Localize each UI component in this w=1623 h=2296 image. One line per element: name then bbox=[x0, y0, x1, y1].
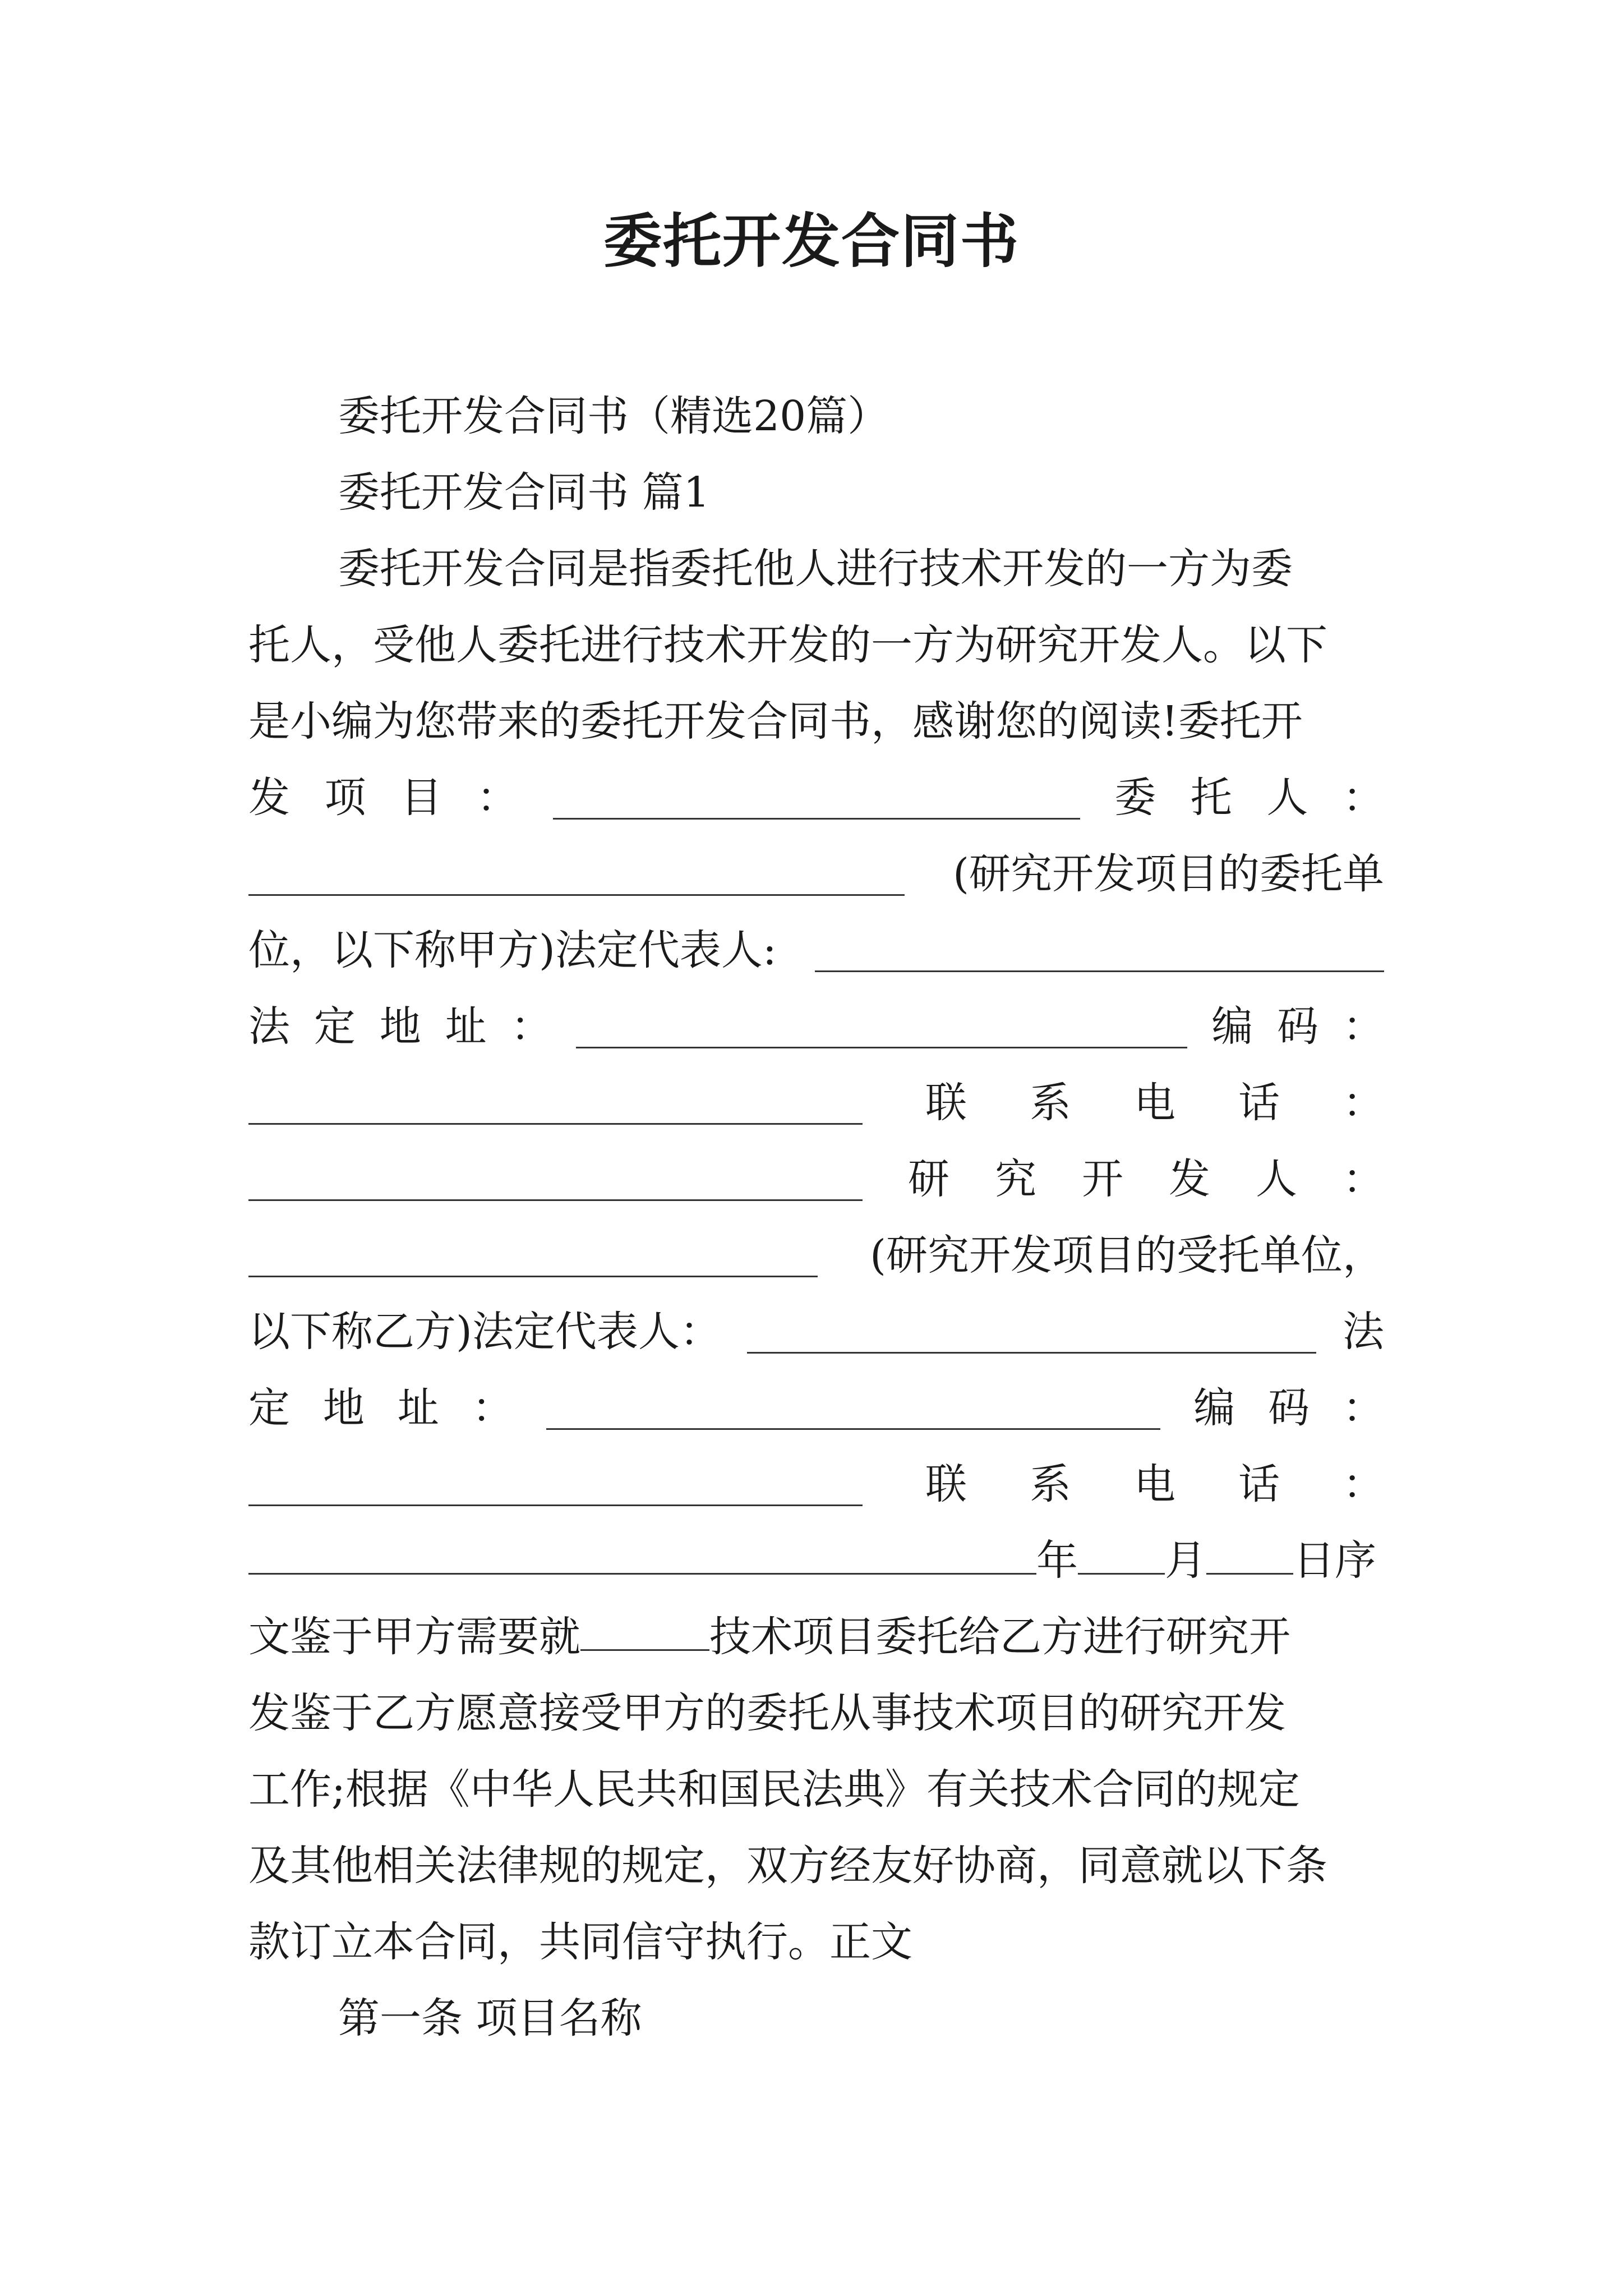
month-label: 月 bbox=[1165, 1536, 1206, 1585]
address-label-char: 址 bbox=[445, 1002, 487, 1051]
intro-line-1 bbox=[338, 531, 1384, 607]
preamble-line-4 bbox=[248, 1828, 1384, 1904]
party-b-representative-line bbox=[248, 1294, 1384, 1370]
developer-label-char: ： bbox=[1343, 1155, 1384, 1203]
postcode-label-char: 码 bbox=[1268, 1384, 1310, 1432]
project-label-char: 项 bbox=[324, 774, 366, 822]
client-note: (研究开发项目的委托单 bbox=[953, 850, 1384, 898]
party-b-representative-blank[interactable] bbox=[747, 1310, 1316, 1354]
party-b-postcode-phone-line bbox=[248, 1446, 1384, 1522]
address-label-char: 定 bbox=[313, 1002, 356, 1051]
developer-label-char: 发 bbox=[1169, 1155, 1210, 1203]
project-name-blank[interactable] bbox=[553, 776, 1080, 820]
phone-label-char: ： bbox=[1343, 1460, 1384, 1508]
postcode-label-char: ： bbox=[1343, 1002, 1384, 1051]
party-a-phone-developer-line bbox=[248, 1141, 1384, 1217]
party-b-postcode-blank[interactable] bbox=[248, 1463, 863, 1506]
client-name-blank[interactable] bbox=[248, 853, 905, 896]
postcode-label-char: 编 bbox=[1193, 1384, 1235, 1432]
client-label-char: 托 bbox=[1190, 774, 1232, 822]
preamble-line-1 bbox=[248, 1599, 1384, 1675]
developer-blank-line bbox=[248, 1217, 1384, 1294]
address-label-char: 定 bbox=[248, 1384, 290, 1432]
developer-label-char: 究 bbox=[995, 1155, 1036, 1203]
party-a-address-line bbox=[248, 988, 1384, 1065]
postcode-label-char: ： bbox=[1342, 1384, 1384, 1432]
phone-label-char: 电 bbox=[1134, 1460, 1175, 1508]
phone-label-char: 电 bbox=[1134, 1079, 1175, 1127]
party-b-address-blank[interactable] bbox=[546, 1387, 1160, 1430]
intro-text: 是小编为您带来的委托开发合同书，感谢您的阅读!委托开 bbox=[248, 697, 1303, 746]
article-1-heading: 第一条 项目名称 bbox=[338, 1994, 642, 2042]
day-preamble-label: 日序 bbox=[1293, 1536, 1376, 1585]
client-label-char: 委 bbox=[1114, 774, 1156, 822]
party-a-postcode-phone-line bbox=[248, 1065, 1384, 1141]
preamble-line-3 bbox=[248, 1751, 1384, 1828]
phone-label-char: 联 bbox=[925, 1079, 967, 1127]
month-blank[interactable] bbox=[1078, 1531, 1165, 1575]
document-title: 委托开发合同书 bbox=[603, 206, 1020, 275]
developer-label-char: 研 bbox=[908, 1155, 949, 1203]
phone-label-char: 系 bbox=[1030, 1460, 1071, 1508]
section-heading: 委托开发合同书 篇1 bbox=[338, 468, 710, 517]
project-label-char: 目 bbox=[400, 774, 442, 822]
address-label-char: 法 bbox=[248, 1002, 290, 1051]
phone-label-char: ： bbox=[1343, 1079, 1384, 1127]
address-label-char: 址 bbox=[397, 1384, 439, 1432]
address-label-char: ： bbox=[510, 1002, 552, 1051]
client-blank-line bbox=[248, 836, 1384, 912]
preamble-text bbox=[248, 1599, 1290, 1675]
developer-label-char: 开 bbox=[1082, 1155, 1123, 1203]
party-b-next-char: 法 bbox=[1343, 1308, 1384, 1356]
party-b-phone-date-line bbox=[248, 1522, 1384, 1599]
preamble-text-after: 技术项目委托给乙方进行研究开 bbox=[709, 1613, 1290, 1661]
day-blank[interactable] bbox=[1206, 1531, 1293, 1575]
phone-label-char: 系 bbox=[1030, 1079, 1071, 1127]
intro-text: 托人，受他人委托进行技术开发的一方为研究开发人。以下 bbox=[248, 621, 1327, 669]
postcode-label-char: 编 bbox=[1211, 1002, 1253, 1051]
party-a-postcode-blank[interactable] bbox=[248, 1082, 863, 1125]
address-label-char: 地 bbox=[322, 1384, 365, 1432]
phone-label-char: 联 bbox=[925, 1460, 967, 1508]
phone-label-char: 话 bbox=[1238, 1460, 1280, 1508]
project-client-line bbox=[248, 760, 1384, 836]
party-a-phone-blank[interactable] bbox=[248, 1158, 863, 1201]
project-label-char: ： bbox=[476, 774, 518, 822]
address-label-char: 地 bbox=[379, 1002, 421, 1051]
document-subtitle: 委托开发合同书（精选20篇） bbox=[338, 392, 889, 440]
year-label: 年 bbox=[1036, 1536, 1078, 1585]
preamble-text-before: 文鉴于甲方需要就 bbox=[248, 1613, 580, 1661]
preamble-text: 及其他相关法律规的规定，双方经友好协商，同意就以下条 bbox=[248, 1842, 1327, 1890]
party-b-text: 以下称乙方)法定代表人： bbox=[248, 1308, 721, 1356]
phone-label-char: 话 bbox=[1238, 1079, 1280, 1127]
preamble-line-2 bbox=[248, 1675, 1384, 1751]
developer-note: (研究开发项目的受托单位， bbox=[870, 1231, 1384, 1280]
preamble-text: 发鉴于乙方愿意接受甲方的委托从事技术项目的研究开发 bbox=[248, 1689, 1286, 1737]
preamble-line-5 bbox=[248, 1904, 1384, 1980]
party-b-phone-blank[interactable] bbox=[248, 1531, 1036, 1575]
postcode-label-char: 码 bbox=[1277, 1002, 1319, 1051]
address-label-char: ： bbox=[472, 1384, 514, 1432]
client-label-char: ： bbox=[1343, 774, 1384, 822]
developer-name-blank[interactable] bbox=[248, 1234, 818, 1277]
party-b-address-line bbox=[248, 1370, 1384, 1446]
developer-label-char: 人 bbox=[1256, 1155, 1297, 1203]
project-subject-blank[interactable] bbox=[580, 1608, 709, 1651]
client-label-char: 人 bbox=[1266, 774, 1308, 822]
preamble-text: 款订立本合同，共同信守执行。正文 bbox=[248, 1918, 912, 1966]
party-a-representative-blank[interactable] bbox=[815, 929, 1384, 972]
intro-line-2 bbox=[248, 607, 1384, 683]
party-a-address-blank[interactable] bbox=[576, 1005, 1187, 1048]
intro-line-3 bbox=[248, 683, 1384, 760]
preamble-text: 工作;根据《中华人民共和国民法典》有关技术合同的规定 bbox=[248, 1765, 1300, 1814]
intro-text: 委托开发合同是指委托他人进行技术开发的一方为委 bbox=[338, 545, 1293, 593]
project-label-char: 发 bbox=[248, 774, 290, 822]
party-a-representative-line bbox=[248, 912, 1384, 988]
party-a-text: 位，以下称甲方)法定代表人: bbox=[248, 926, 777, 974]
